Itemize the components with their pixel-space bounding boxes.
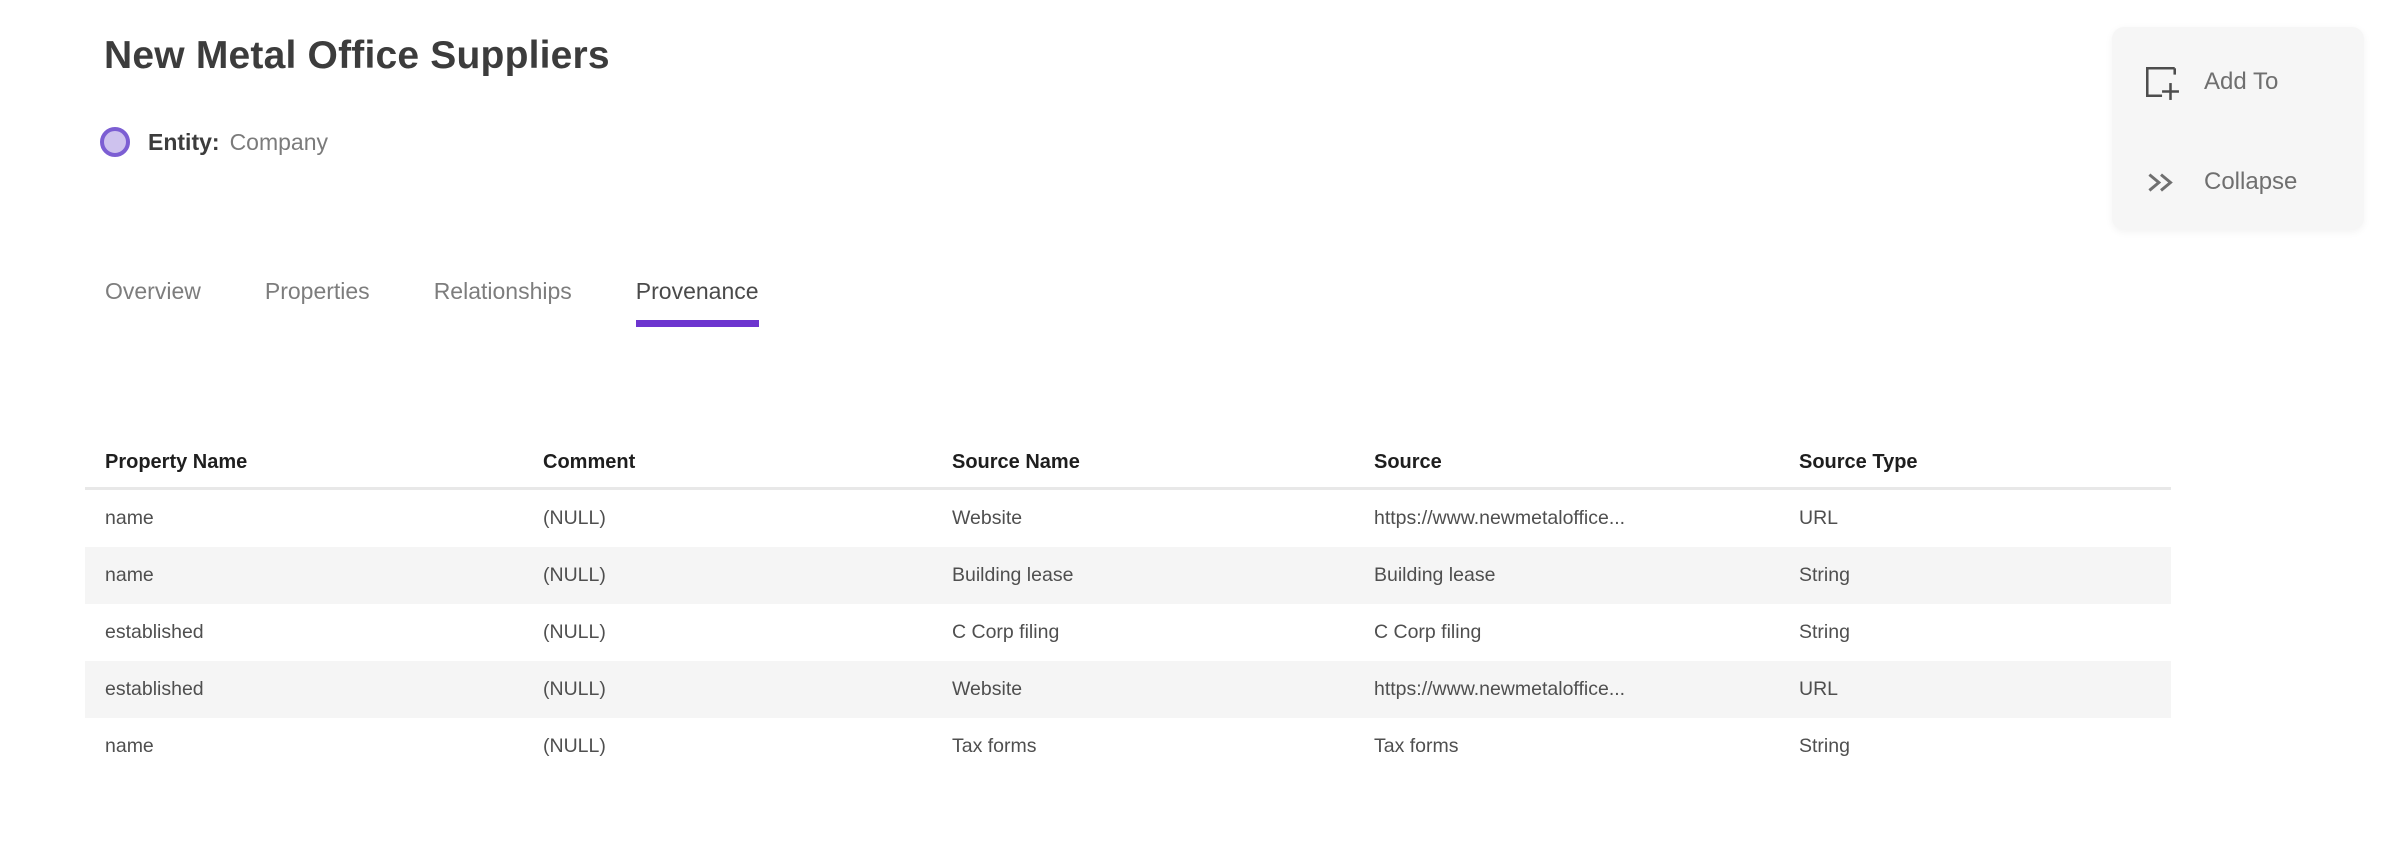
cell-source: Tax forms [1374,735,1459,757]
cell-property-name: name [105,735,154,757]
cell-source-type: URL [1799,507,1839,529]
table-header-row [85,438,2171,490]
cell-source: https://www.newmetaloffice... [1374,507,1626,529]
tab-bar [105,278,759,327]
cell-source: https://www.newmetaloffice... [1374,678,1626,700]
cell-source-type: String [1799,621,1850,643]
add-to-label: Add To [2204,68,2279,95]
cell-source-name: C Corp filing [952,621,1060,643]
table-row [85,547,2171,604]
entity-type-row [100,126,328,158]
provenance-table [85,438,2171,775]
cell-comment: (NULL) [543,621,606,643]
collapse-label: Collapse [2204,168,2298,195]
table-row [85,661,2171,718]
table-row [85,490,2171,547]
tab-properties[interactable]: Properties [264,278,370,304]
add-to-icon [2142,63,2180,101]
double-chevron-right-icon [2142,163,2180,201]
column-header-source-name: Source Name [952,451,1080,473]
actions-panel [2112,27,2364,230]
cell-source-type: String [1799,735,1850,757]
cell-property-name: established [105,678,204,700]
entity-label: Entity: [148,128,220,155]
cell-comment: (NULL) [543,678,606,700]
cell-property-name: name [105,564,154,586]
cell-comment: (NULL) [543,564,606,586]
table-body [85,490,2171,775]
cell-source-type: String [1799,564,1850,586]
add-to-button[interactable] [2112,49,2364,115]
entity-value: Company [229,128,328,155]
cell-source-name: Tax forms [952,735,1037,757]
column-header-comment: Comment [543,451,636,473]
column-header-source: Source [1374,451,1442,473]
cell-comment: (NULL) [543,507,606,529]
table-row [85,604,2171,661]
cell-comment: (NULL) [543,735,606,757]
tab-relationships[interactable]: Relationships [433,278,572,304]
cell-source: Building lease [1374,564,1496,586]
cell-source-type: URL [1799,678,1839,700]
column-header-property-name: Property Name [105,451,248,473]
cell-source-name: Website [952,507,1023,529]
tab-overview[interactable]: Overview [105,278,201,304]
page-title: New Metal Office Suppliers [104,34,610,77]
cell-source: C Corp filing [1374,621,1482,643]
cell-property-name: established [105,621,204,643]
entity-type-icon [100,127,130,157]
cell-property-name: name [105,507,154,529]
cell-source-name: Website [952,678,1023,700]
tab-provenance[interactable]: Provenance [636,278,759,327]
collapse-button[interactable] [2112,149,2364,215]
table-row [85,718,2171,775]
column-header-source-type: Source Type [1799,451,1918,473]
cell-source-name: Building lease [952,564,1074,586]
